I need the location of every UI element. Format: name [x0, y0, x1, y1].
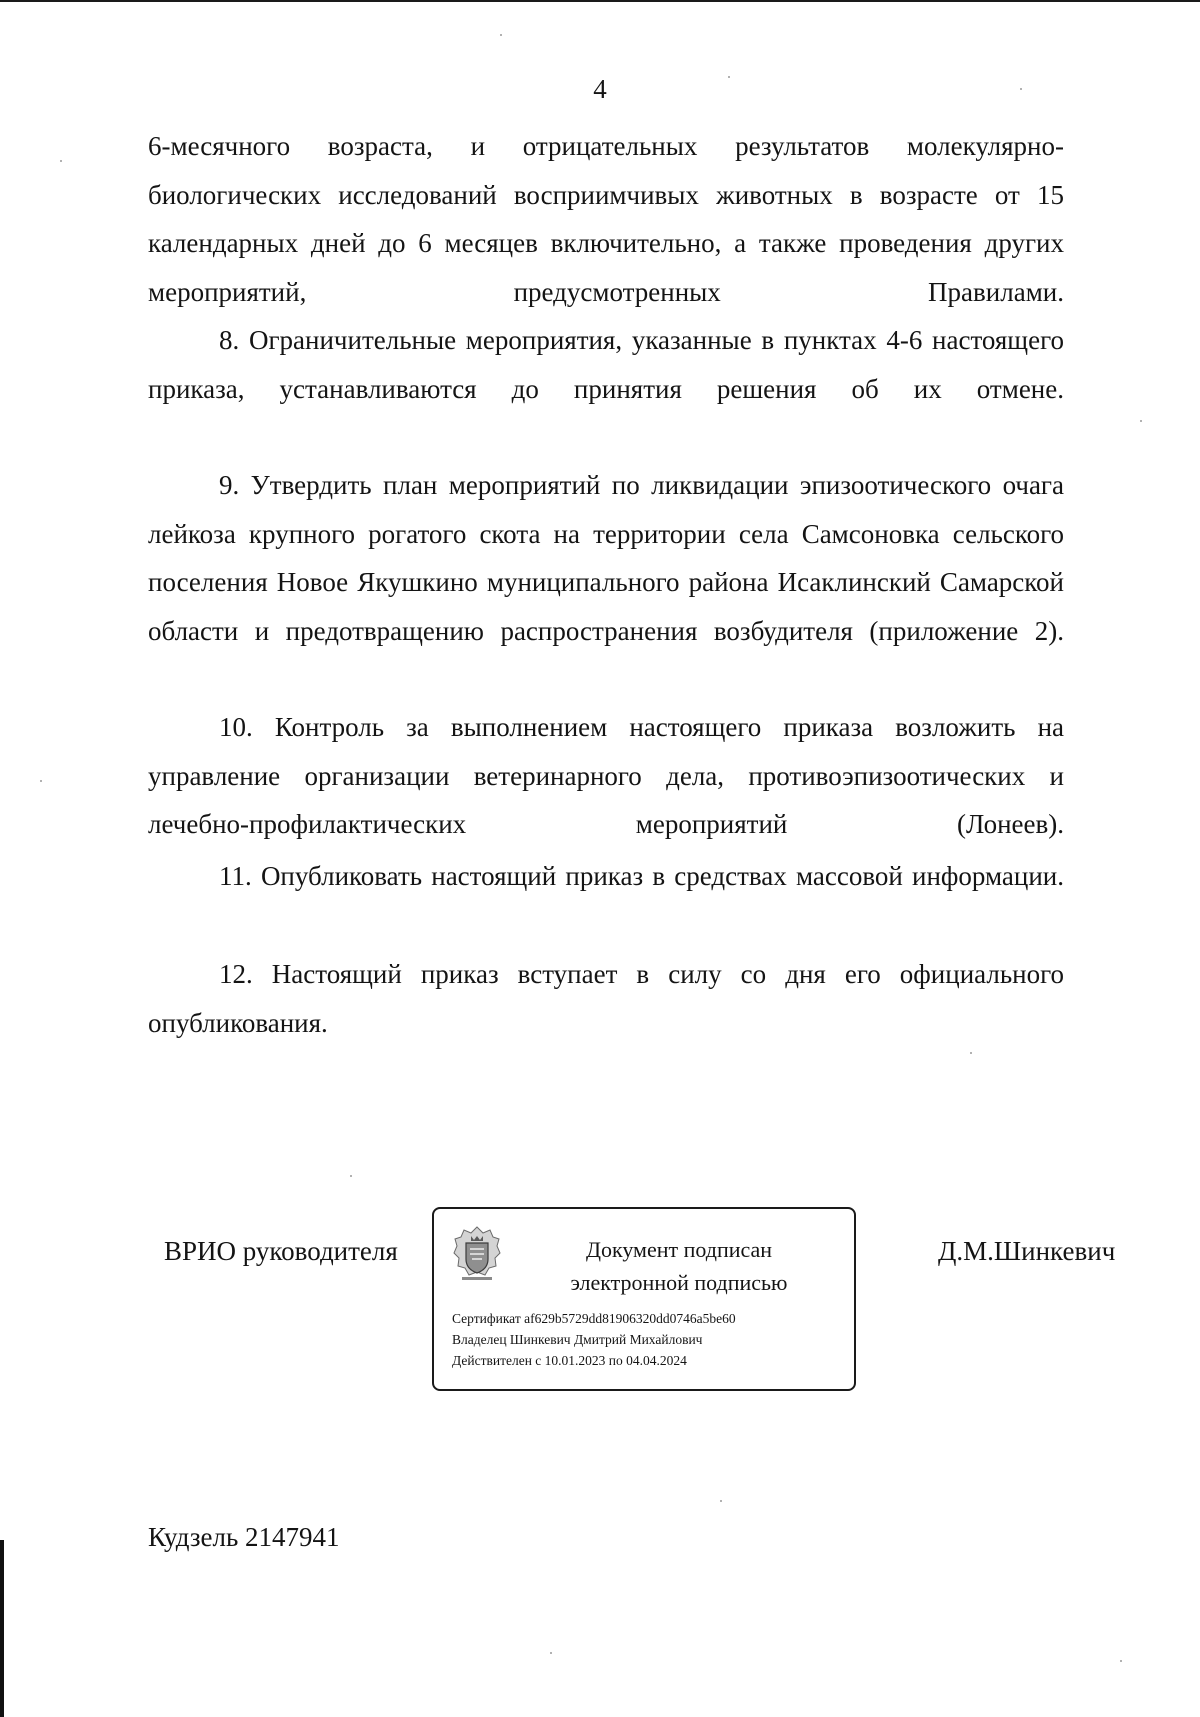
signer-name: Д.М.Шинкевич: [938, 1236, 1116, 1266]
scan-speck: [970, 1052, 972, 1054]
esign-certificate: Сертификат af629b5729dd81906320dd0746a5be60: [452, 1311, 736, 1326]
page-number: 4: [593, 74, 607, 104]
esign-heading-line1: Документ подписан: [585, 1237, 773, 1262]
paragraph-11: 11. Опубликовать настоящий приказ в средствах массовой информации.: [219, 861, 1064, 891]
signer-position: ВРИО руководителя: [164, 1236, 398, 1266]
paragraph-continuation: 6-месячного возраста, и отрицательных результатов молекулярно-биологических исследований восприимчивых животных в возрасте от 15 календарных дней до 6 месяцев включительно, а также проведения других мероприятий, предусмотренных Правилами.: [148, 131, 1064, 307]
scan-speck: [60, 160, 62, 162]
scan-speck: [1120, 1660, 1122, 1662]
scan-edge-top: [0, 0, 1200, 2]
esign-details: [452, 1308, 736, 1371]
scan-speck: [350, 1175, 352, 1177]
esign-owner: Владелец Шинкевич Дмитрий Михайлович: [452, 1332, 703, 1347]
coat-of-arms-icon: [452, 1225, 502, 1283]
esign-heading: [514, 1233, 844, 1299]
scan-speck: [1020, 88, 1022, 90]
paragraph-10: 10. Контроль за выполнением настоящего приказа возложить на управление организации ветеринарного дела, противоэпизоотических и лечебно-профилактических мероприятий (Лонеев).: [148, 712, 1064, 839]
electronic-signature-stamp: [432, 1207, 856, 1391]
scan-speck: [728, 76, 730, 78]
esign-heading-line2: электронной подписью: [570, 1270, 788, 1295]
scan-speck: [500, 34, 502, 36]
paragraph-12: 12. Настоящий приказ вступает в силу со дня его официального опубликования.: [148, 959, 1064, 1038]
scan-speck: [550, 1652, 552, 1654]
paragraph-9: 9. Утвердить план мероприятий по ликвидации эпизоотического очага лейкоза крупного рогатого скота на территории села Самсоновка сельского поселения Новое Якушкино муниципального района Исаклинский Самарской области и предотвращению распространения возбудителя (приложение 2).: [148, 470, 1064, 646]
scan-speck: [40, 780, 42, 782]
scan-speck: [1140, 420, 1142, 422]
executor-note: Кудзель 2147941: [148, 1522, 340, 1552]
scan-speck: [720, 1500, 722, 1502]
paragraph-8: 8. Ограничительные мероприятия, указанные в пунктах 4-6 настоящего приказа, устанавливаются до принятия решения об их отмене.: [148, 325, 1064, 404]
esign-validity: Действителен с 10.01.2023 по 04.04.2024: [452, 1353, 687, 1368]
scan-edge-left: [0, 1540, 4, 1717]
